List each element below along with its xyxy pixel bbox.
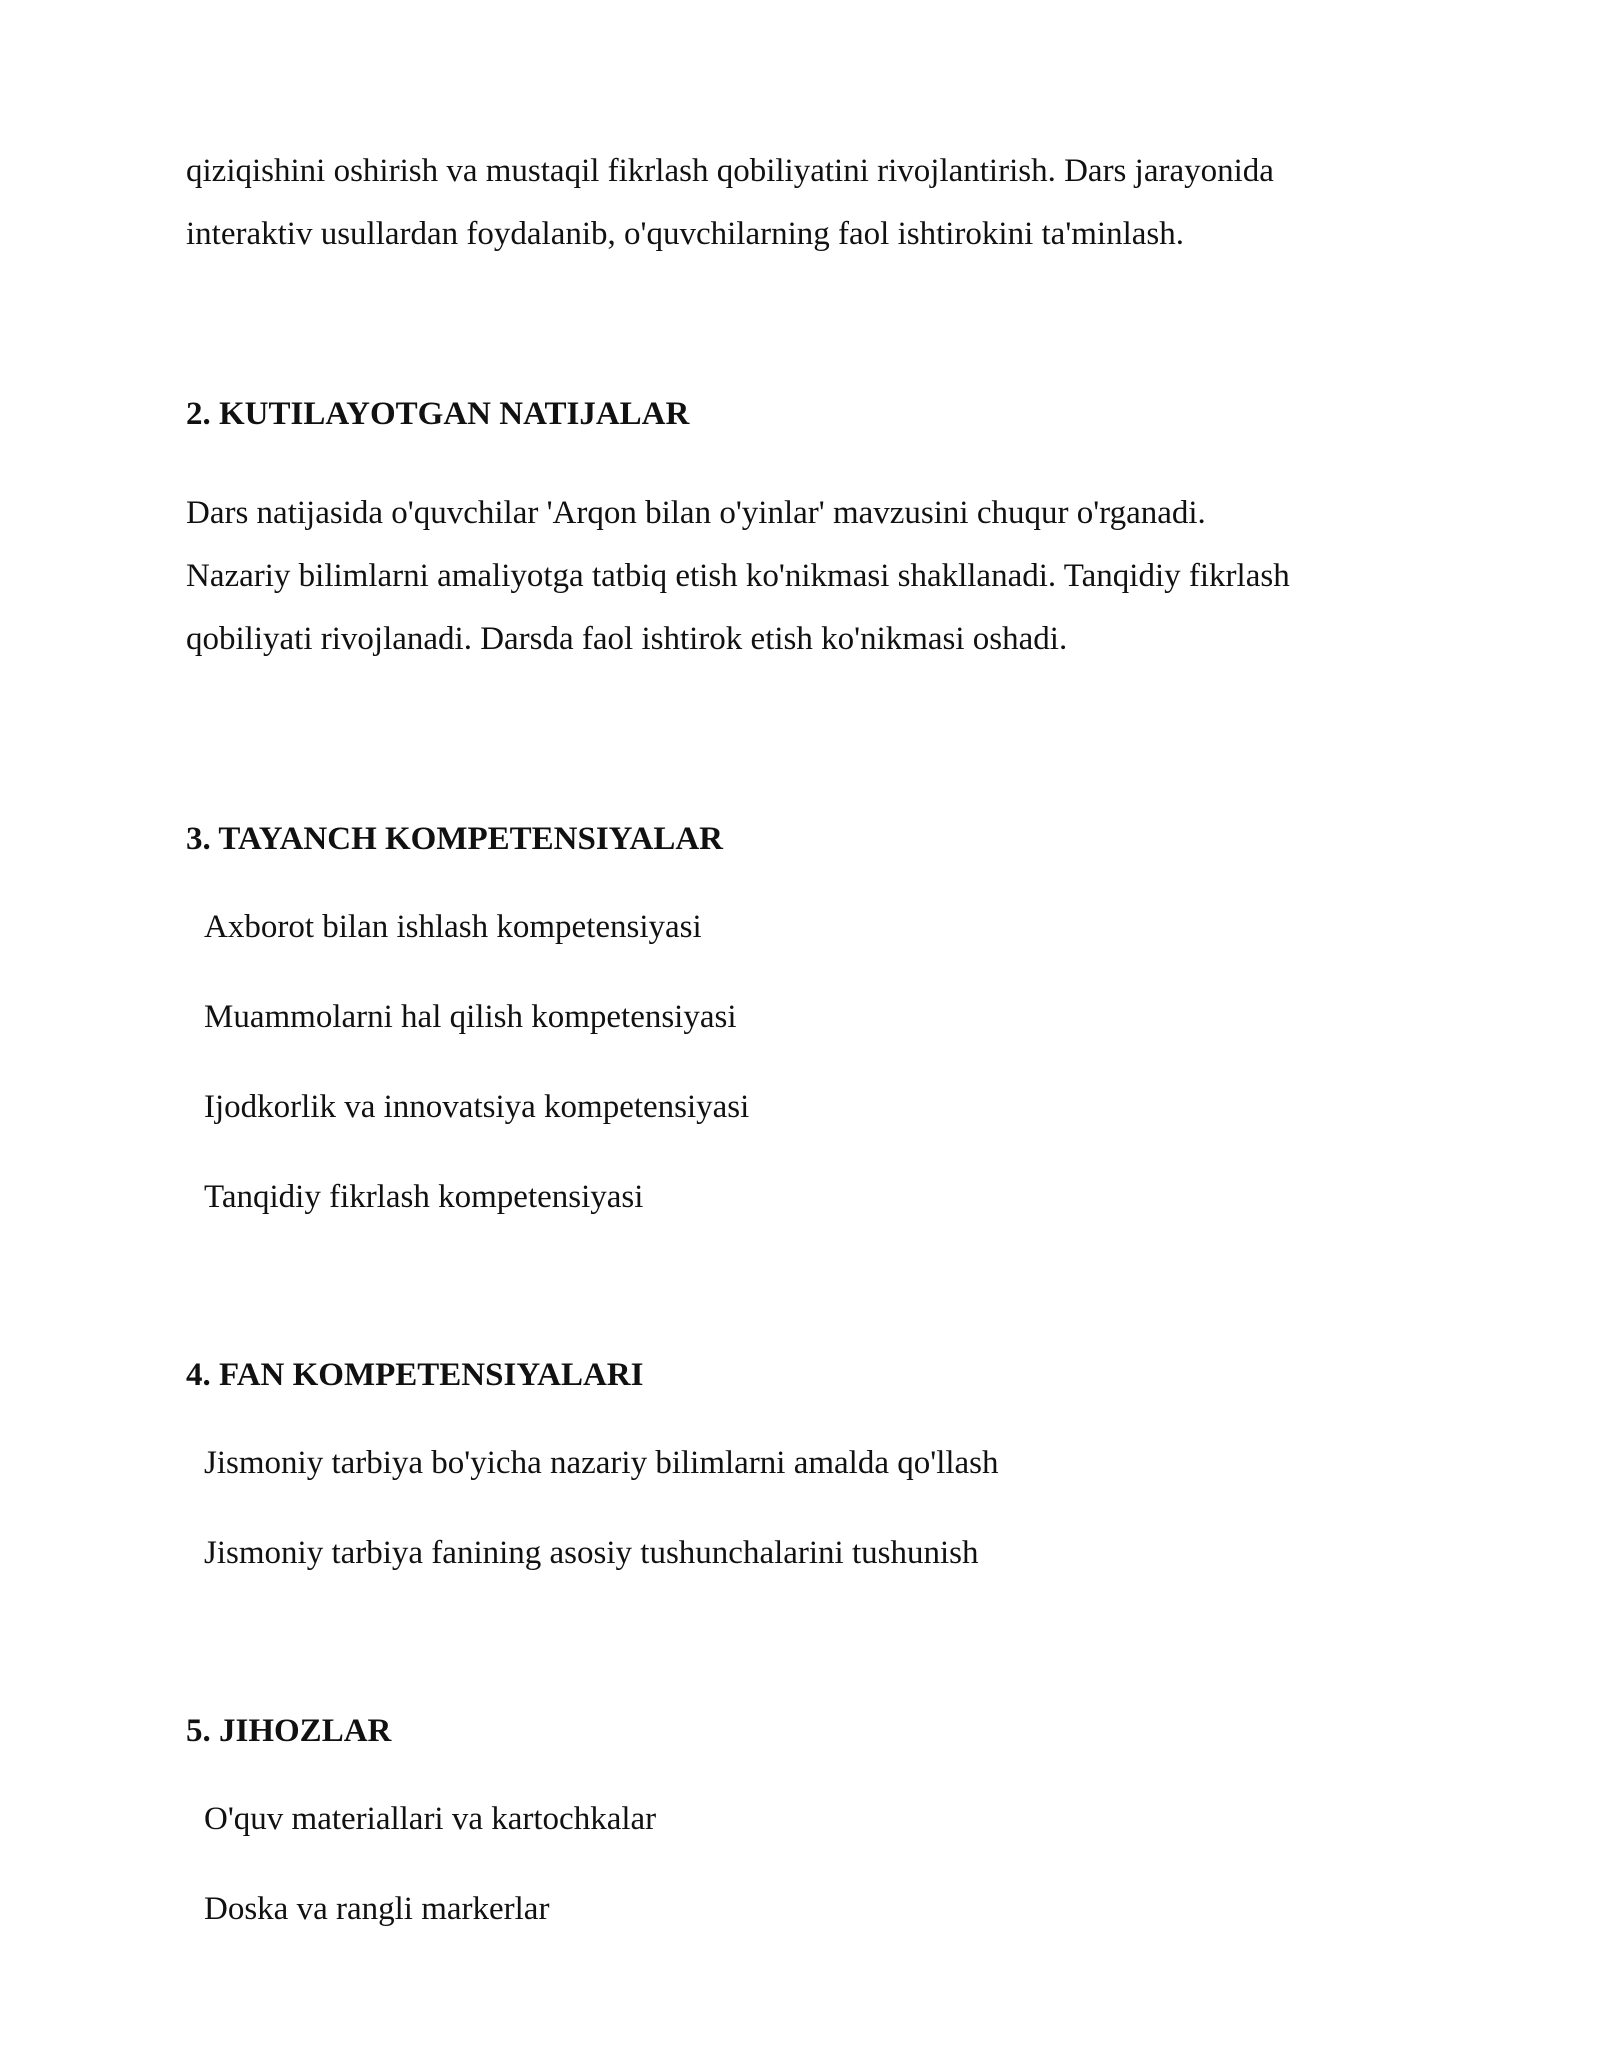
fan-list — [186, 1443, 1426, 1573]
document-page — [186, 140, 1426, 1929]
natijalar-line: qobiliyati rivojlanadi. Darsda faol ishtirok etish ko'nikmasi oshadi. — [186, 621, 1068, 657]
intro-line: interaktiv usullardan foydalanib, o'quvchilarning faol ishtirokini ta'minlash. — [186, 216, 1185, 252]
list-item: Muammolarni hal qilish kompetensiyasi — [204, 999, 737, 1035]
tayanch-list — [186, 907, 1426, 1217]
natijalar-line: Nazariy bilimlarni amaliyotga tatbiq etish ko'nikmasi shakllanadi. Tanqidiy fikrlash — [186, 558, 1290, 594]
section-heading-jihozlar: 5. JIHOZLAR — [186, 1713, 392, 1749]
list-item: Jismoniy tarbiya fanining asosiy tushunchalarini tushunish — [204, 1535, 979, 1571]
jihozlar-list — [186, 1799, 1426, 1929]
natijalar-line: Dars natijasida o'quvchilar 'Arqon bilan o'yinlar' mavzusini chuqur o'rganadi. — [186, 495, 1206, 531]
natijalar-paragraph — [186, 482, 1426, 671]
intro-paragraph — [186, 140, 1426, 266]
list-item: Axborot bilan ishlash kompetensiyasi — [204, 909, 702, 945]
section-heading-tayanch: 3. TAYANCH KOMPETENSIYALAR — [186, 821, 723, 857]
list-item: Doska va rangli markerlar — [204, 1891, 550, 1927]
section-heading-natijalar: 2. KUTILAYOTGAN NATIJALAR — [186, 396, 690, 432]
list-item: Jismoniy tarbiya bo'yicha nazariy bilimlarni amalda qo'llash — [204, 1445, 999, 1481]
list-item: Tanqidiy fikrlash kompetensiyasi — [204, 1179, 644, 1215]
intro-line: qiziqishini oshirish va mustaqil fikrlash qobiliyatini rivojlantirish. Dars jarayonida — [186, 153, 1274, 189]
section-heading-fan: 4. FAN KOMPETENSIYALARI — [186, 1357, 644, 1393]
list-item: Ijodkorlik va innovatsiya kompetensiyasi — [204, 1089, 750, 1125]
list-item: O'quv materiallari va kartochkalar — [204, 1801, 657, 1837]
